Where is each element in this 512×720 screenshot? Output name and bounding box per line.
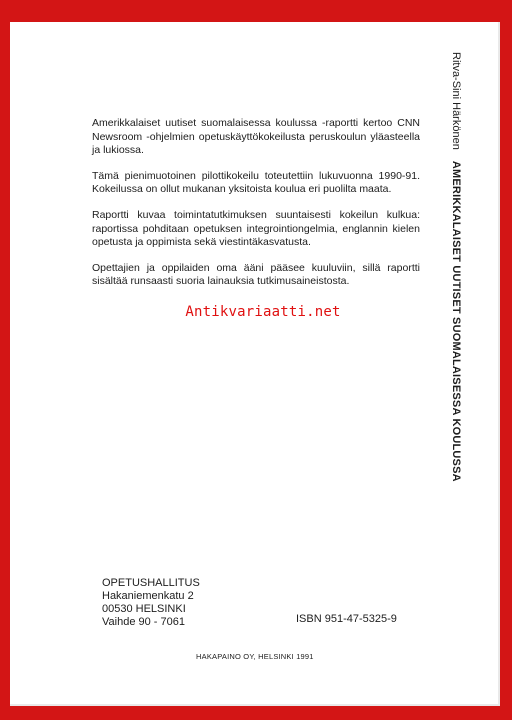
- publisher-name: OPETUSHALLITUS: [102, 577, 200, 589]
- printer-imprint: HAKAPAINO OY, HELSINKI 1991: [196, 652, 314, 661]
- publisher-city: 00530 HELSINKI: [102, 603, 186, 615]
- description-paragraph-1: Amerikkalaiset uutiset suomalaisessa koulussa -raportti kertoo CNN Newsroom -ohjelmien opetuskäyttökokeilusta peruskoulun yläasteella ja lukiossa.: [92, 117, 420, 157]
- description-paragraph-2: Tämä pienimuotoinen pilottikokeilu toteutettiin lukuvuonna 1990-91. Kokeilussa on ollut mukanan yksitoista koulua eri puolilta maata.: [92, 169, 420, 196]
- spine-column: [450, 52, 490, 502]
- description-paragraph-4: Opettajien ja oppilaiden oma ääni pääsee kuuluviin, sillä raportti sisältää runsaasti suoria lainauksia tutkimusaineistosta.: [92, 261, 420, 288]
- publisher-address: [102, 577, 200, 629]
- description-paragraph-3: Raportti kuvaa toimintatutkimuksen suuntaisesti kokeilun kulkua: raportissa pohditaan opetuksen integrointiongelmia, englannin kielen opetusta ja oppimista sekä viestintäkasvatusta.: [92, 208, 420, 249]
- publisher-street: Hakaniemenkatu 2: [102, 590, 194, 602]
- spine-author: Ritva-Sini Härkönen: [450, 52, 462, 150]
- spine-title: AMERIKKALAISET UUTISET SUOMALAISESSA KOULUSSA: [450, 160, 462, 482]
- publisher-phone: Vaihde 90 - 7061: [102, 616, 185, 628]
- spine-text: [450, 52, 462, 482]
- back-cover-page: [10, 22, 500, 706]
- watermark-text: Antikvariaatti.net: [185, 304, 341, 320]
- description-text: [92, 117, 420, 301]
- isbn-number: ISBN 951-47-5325-9: [296, 613, 397, 625]
